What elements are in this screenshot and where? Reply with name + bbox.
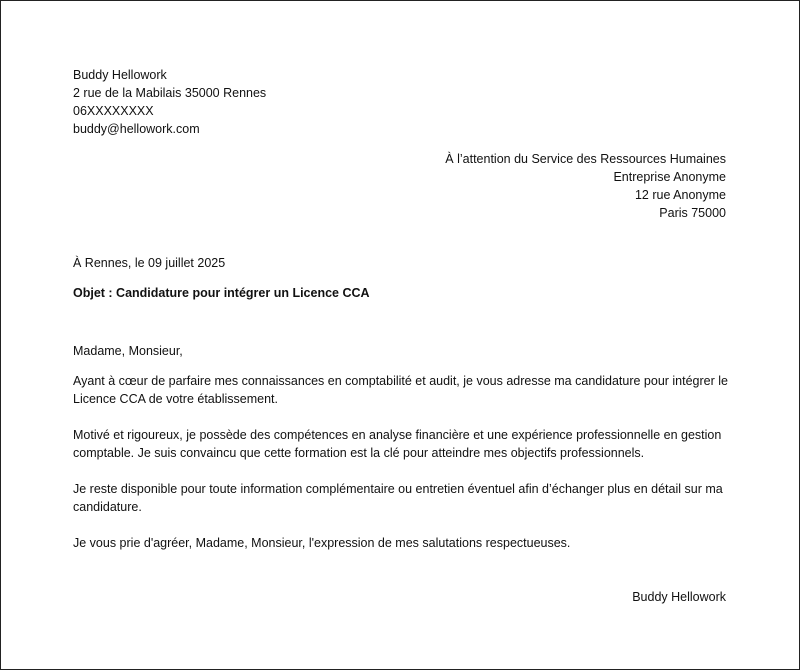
letter-signature: Buddy Hellowork — [632, 590, 726, 604]
recipient-company: Entreprise Anonyme — [613, 170, 726, 184]
recipient-city: Paris 75000 — [659, 206, 726, 220]
letter-date: À Rennes, le 09 juillet 2025 — [73, 256, 226, 270]
letter-subject: Objet : Candidature pour intégrer un Licence CCA — [73, 286, 370, 300]
recipient-street: 12 rue Anonyme — [634, 188, 726, 202]
sender-email: buddy@hellowork.com — [73, 122, 200, 136]
letter-paragraph-closing: Je vous prie d'agréer, Madame, Monsieur, l'expression de mes salutations respectueuses. — [73, 536, 571, 550]
letter-paragraph-availability: Je reste disponible pour toute information complémentaire ou entretien éventuel afin d’échanger plus en détail sur ma candidature. — [73, 482, 723, 514]
letter-salutation: Madame, Monsieur, — [73, 344, 183, 358]
letter-paragraph-intro: Ayant à cœur de parfaire mes connaissances en comptabilité et audit, je vous adresse ma candidature pour intégrer le Licence CCA de votre établissement. — [73, 374, 728, 406]
letter-paragraph-skills: Motivé et rigoureux, je possède des compétences en analyse financière et une expérience professionnelle en gestion comptable. Je suis convaincu que cette formation est la clé pour atteindre mes objectifs professionnels. — [73, 428, 722, 460]
sender-name: Buddy Hellowork — [73, 68, 167, 82]
sender-phone: 06XXXXXXXX — [73, 104, 154, 118]
recipient-attention: À l’attention du Service des Ressources Humaines — [445, 152, 726, 166]
sender-block — [73, 66, 473, 138]
recipient-block — [306, 150, 726, 222]
sender-address: 2 rue de la Mabilais 35000 Rennes — [73, 86, 267, 100]
